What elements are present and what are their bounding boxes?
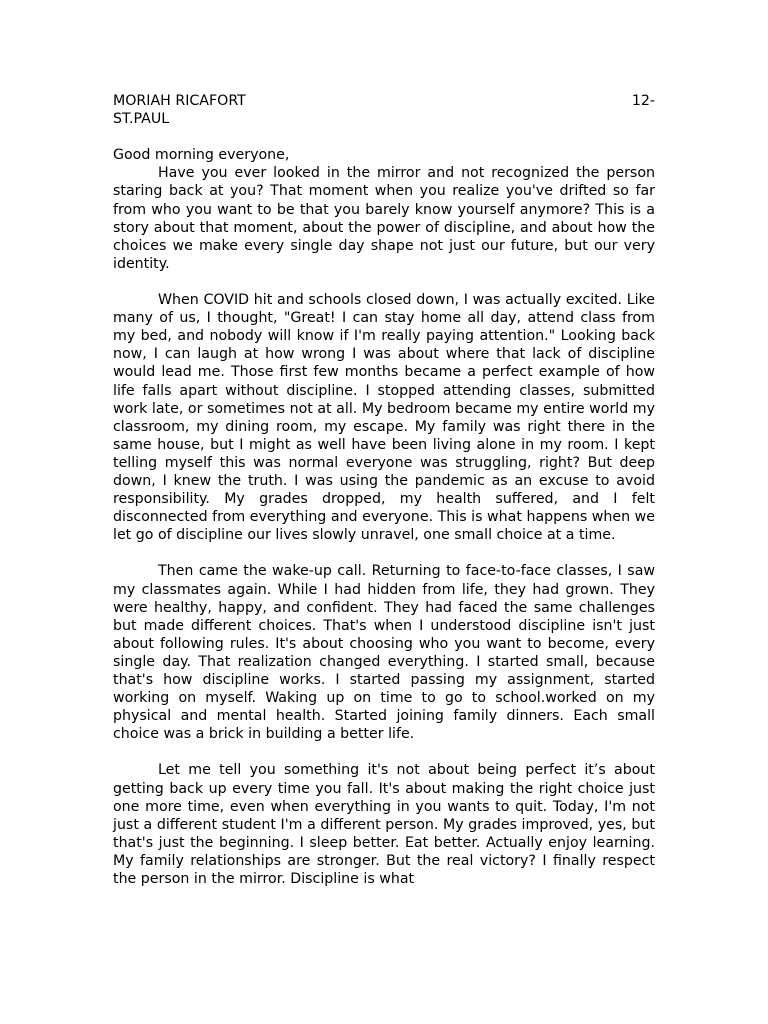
author-name: MORIAH RICAFORT: [113, 93, 246, 109]
header-row: [113, 92, 655, 110]
paragraph-1: Have you ever looked in the mirror and not recognized the person staring back at you? That moment when you realize you've drifted so far from who you want to be that you barely know yourself anymore? This is a story about that moment, about the power of discipline, and about how the choices we make every single day shape not just our future, but our very identity.: [113, 165, 655, 272]
greeting-line: Good morning everyone,: [113, 147, 290, 164]
grade-label: 12-: [631, 93, 655, 109]
paragraph-spacer: [113, 743, 655, 761]
section-name: ST.PAUL: [113, 111, 170, 128]
paragraph-spacer: [113, 544, 655, 562]
paragraph-2: When COVID hit and schools closed down, I was actually excited. Like many of us, I thought, "Great! I can stay home all day, attend class from my bed, and nobody will know if I'm really paying attention." Looking back now, I can laugh at how wrong I was about where that lack of discipline would lead me. Those first few months became a perfect example of how life falls apart without discipline. I stopped attending classes, submitted work late, or sometimes not at all. My bedroom became my entire world my classroom, my dining room, my escape. My family was right there in the same house, but I might as well have been living alone in my room. I kept telling myself this was normal everyone was struggling, right? But deep down, I knew the truth. I was using the pandemic as an excuse to avoid responsibility. My grades dropped, my health suffered, and I felt disconnected from everything and everyone. This is what happens when we let go of discipline our lives slowly unravel, one small choice at a time.: [113, 292, 655, 544]
paragraph-4: Let me tell you something it's not about being perfect it’s about getting back up every time you fall. It's about making the right choice just one more time, even when everything in you wants to quit. Today, I'm not just a different student I'm a different person. My grades improved, yes, but that's just the beginning. I sleep better. Eat better. Actually enjoy learning. My family relationships are stronger. But the real victory? I finally respect the person in the mirror. Discipline is what: [113, 762, 655, 888]
paragraph-3: Then came the wake-up call. Returning to face-to-face classes, I saw my classmates again. While I had hidden from life, they had grown. They were healthy, happy, and confident. They had faced the same challenges but made different choices. That's when I understood discipline isn't just about following rules. It's about choosing who you want to become, every single day. That realization changed everything. I started small, because that's how discipline works. I started passing my assignment, started working on myself. Waking up on time to go to school.worked on my physical and mental health. Started joining family dinners. Each small choice was a brick in building a better life.: [113, 563, 655, 743]
document-page: [113, 92, 655, 888]
paragraph-spacer: [113, 273, 655, 291]
